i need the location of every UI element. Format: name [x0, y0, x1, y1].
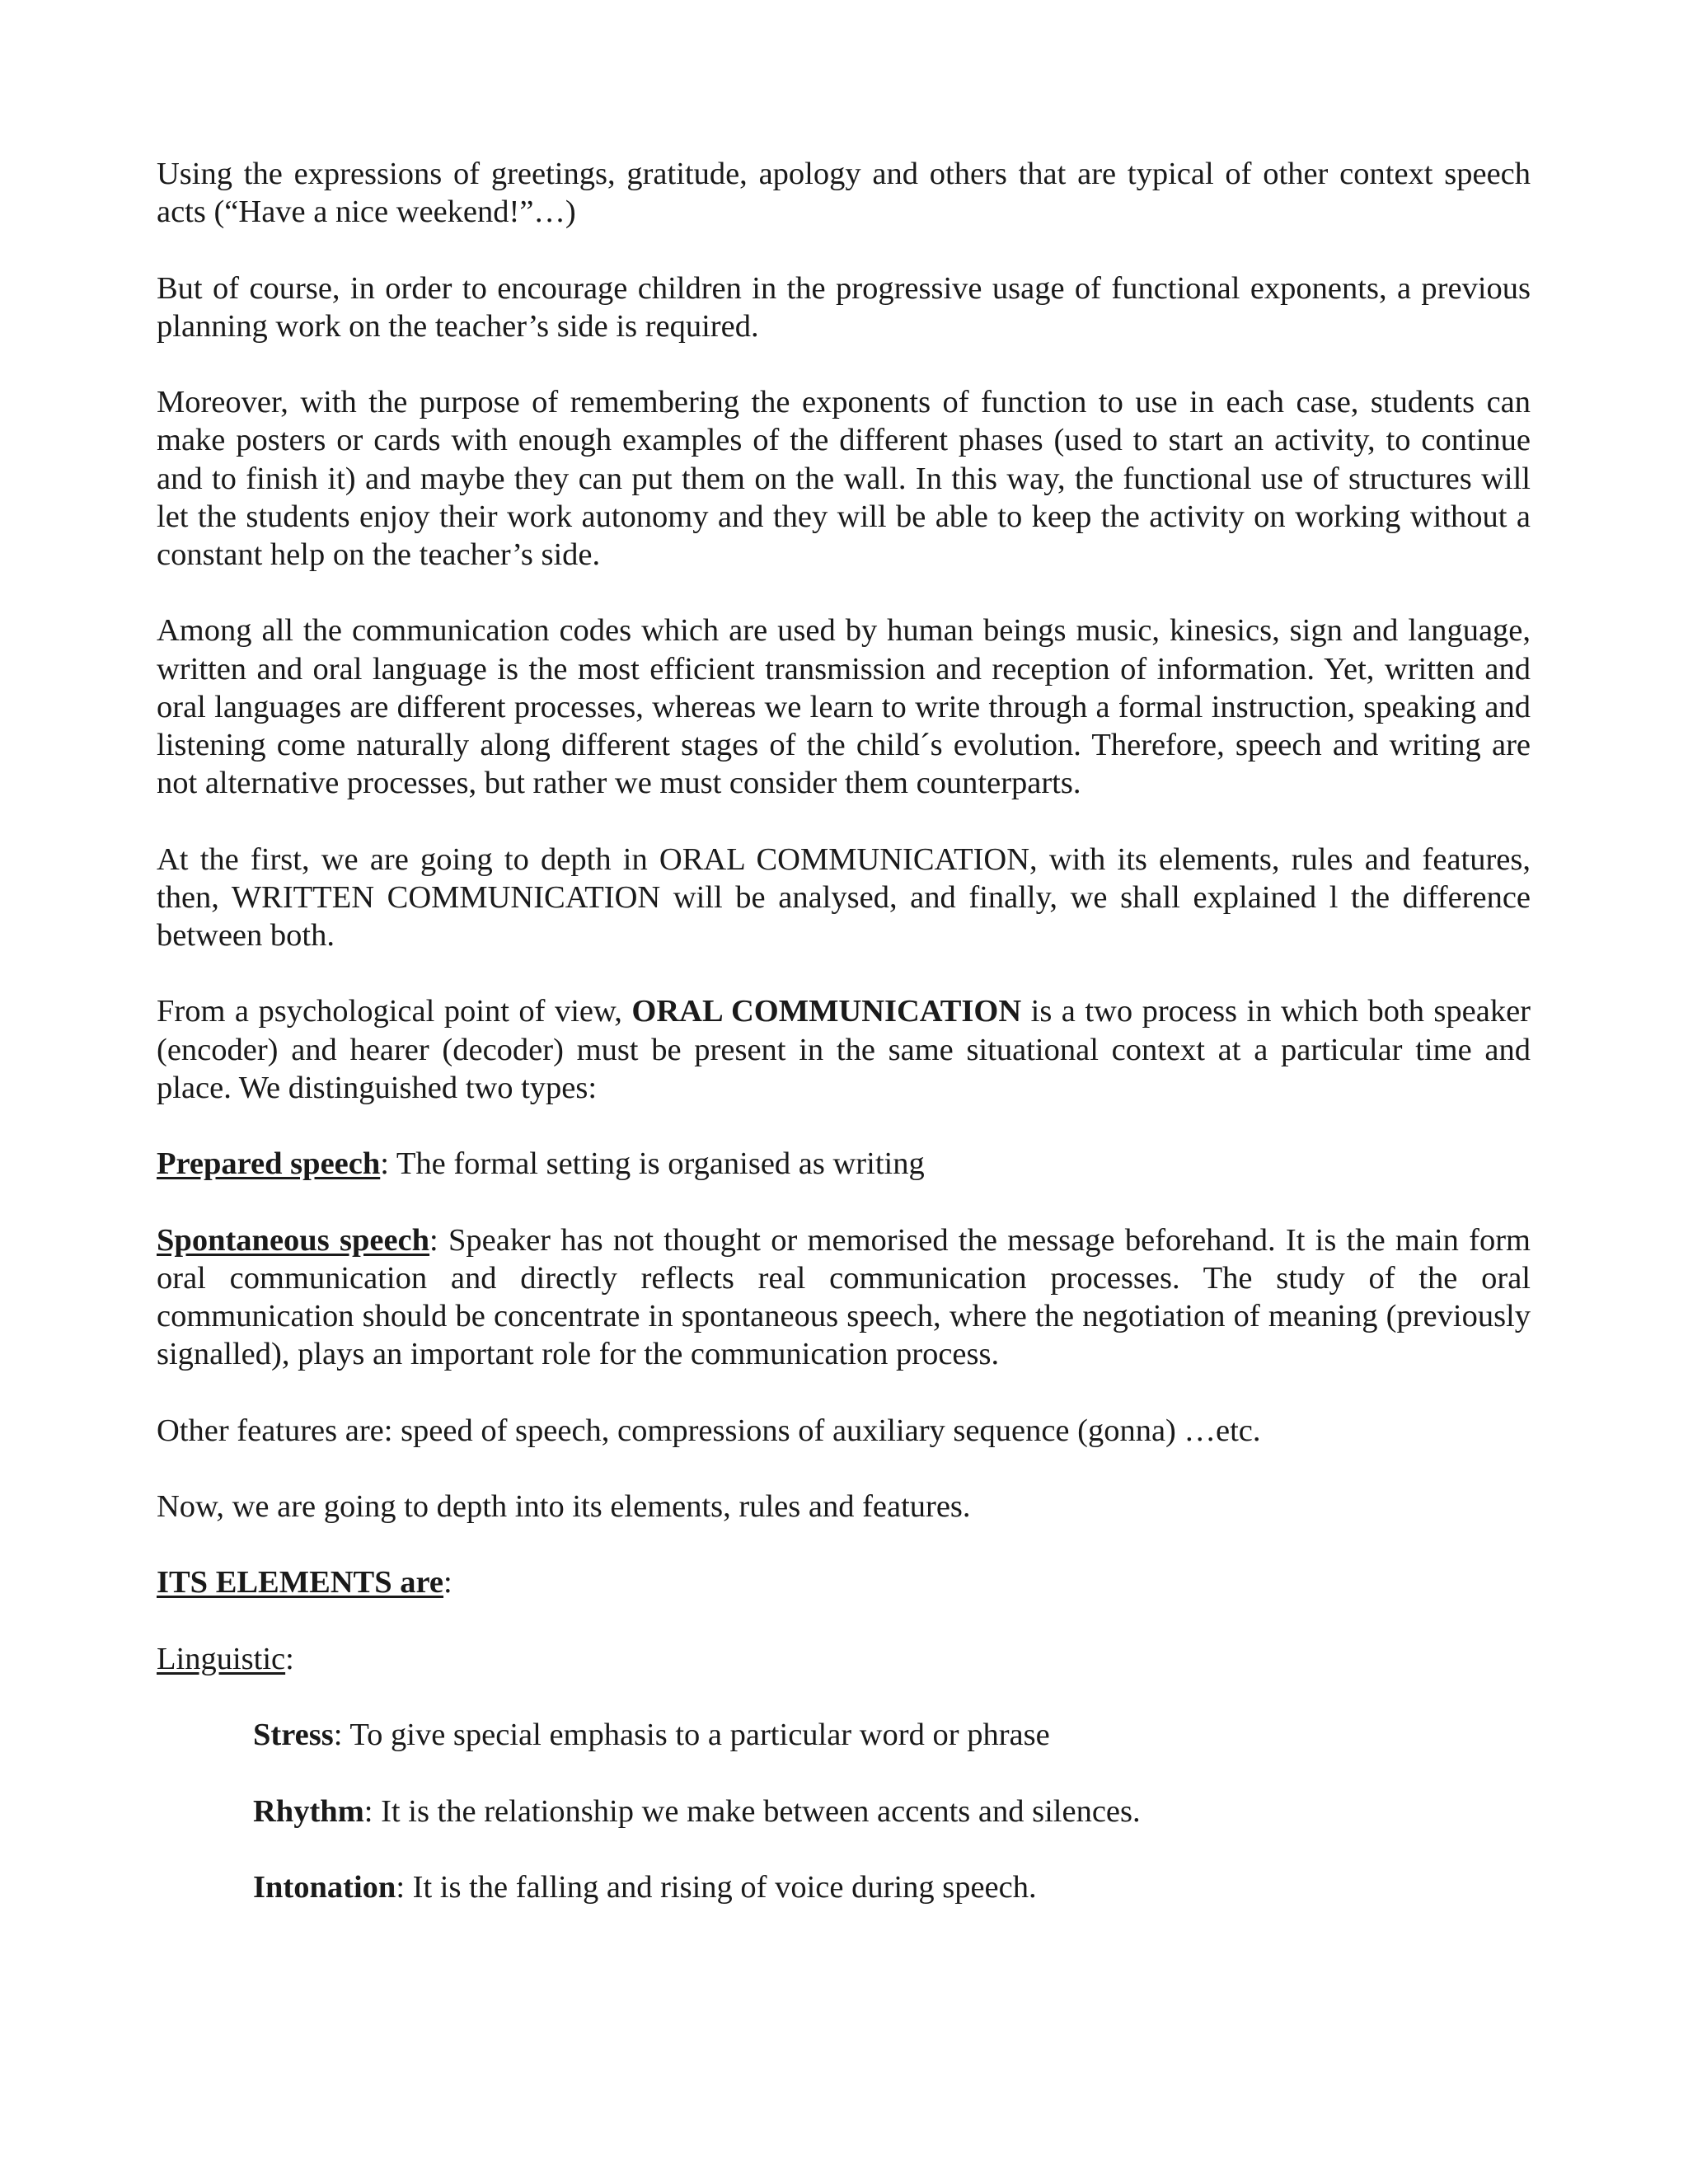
linguistic-colon: : — [285, 1641, 294, 1676]
linguistic-label: Linguistic — [157, 1641, 286, 1676]
intonation-definition: : It is the falling and rising of voice during speech. — [396, 1869, 1037, 1905]
heading-elements — [157, 1563, 1531, 1601]
rhythm-term: Rhythm — [253, 1793, 364, 1829]
intonation-term: Intonation — [253, 1869, 396, 1905]
item-stress — [253, 1716, 1531, 1754]
item-rhythm — [253, 1793, 1531, 1830]
elements-heading-text: ITS ELEMENTS are — [157, 1565, 444, 1601]
oral-communication-term: ORAL COMMUNICATION — [631, 994, 1022, 1029]
paragraph-planning: But of course, in order to encourage children in the progressive usage of functional exponents, a previous planning work on the teacher’s side is required. — [157, 270, 1531, 344]
oral-intro-text: From a psychological point of view, — [157, 994, 632, 1029]
oral-definition-text: is a two process in which both speaker (encoder) and hearer (decoder) must be present in the same situational context at a particular time and place. We distinguished two types: — [157, 994, 1531, 1105]
stress-term: Stress — [253, 1718, 334, 1753]
paragraph-prepared-speech — [157, 1145, 1531, 1183]
spontaneous-speech-term: Spontaneous speech — [157, 1222, 430, 1258]
spontaneous-speech-definition: : Speaker has not thought or memorised the message beforehand. It is the main form oral communication and directly reflects real communication processes. The study of the oral communication should be concentrate in spontaneous speech, where the negotiation of meaning (previously signalled), plays an important role for the communication process. — [157, 1222, 1531, 1372]
item-intonation — [253, 1868, 1531, 1906]
heading-linguistic — [157, 1640, 1531, 1678]
paragraph-greetings: Using the expressions of greetings, gratitude, apology and others that are typical of other context speech acts (“Have a nice weekend!”…) — [157, 157, 1531, 230]
stress-definition: : To give special emphasis to a particular word or phrase — [333, 1718, 1050, 1753]
paragraph-posters: Moreover, with the purpose of remembering the exponents of function to use in each case, students can make posters or cards with enough examples of the different phases (used to start an activity, to continue and to finish it) and maybe they can put them on the wall. In this way, the functional use of structures will let the students enjoy their work autonomy and they will be able to keep the activity on working without a constant help on the teacher’s side. — [157, 385, 1531, 572]
paragraph-transition: Now, we are going to depth into its elements, rules and features. — [157, 1488, 971, 1524]
paragraph-oral-communication — [157, 992, 1531, 1107]
prepared-speech-term: Prepared speech — [157, 1146, 381, 1182]
elements-heading-colon: : — [443, 1565, 452, 1601]
paragraph-spontaneous-speech — [157, 1221, 1531, 1374]
prepared-speech-definition: : The formal setting is organised as writing — [380, 1146, 925, 1182]
paragraph-overview: At the first, we are going to depth in ORAL COMMUNICATION, with its elements, rules and features, then, WRITTEN COMMUNICATION will be analysed, and finally, we shall explained l the difference between both. — [157, 841, 1531, 953]
paragraph-communication-codes: Among all the communication codes which are used by human beings music, kinesics, sign and language, written and oral language is the most efficient transmission and reception of information. Yet, written and oral languages are different processes, whereas we learn to write through a formal instruction, speaking and listening come naturally along different stages of the child´s evolution. Therefore, speech and writing are not alternative processes, but rather we must consider them counterparts. — [157, 613, 1531, 801]
paragraph-other-features: Other features are: speed of speech, compressions of auxiliary sequence (gonna) …etc. — [157, 1413, 1261, 1448]
document-page — [157, 155, 1531, 1944]
rhythm-definition: : It is the relationship we make between accents and silences. — [363, 1793, 1141, 1829]
